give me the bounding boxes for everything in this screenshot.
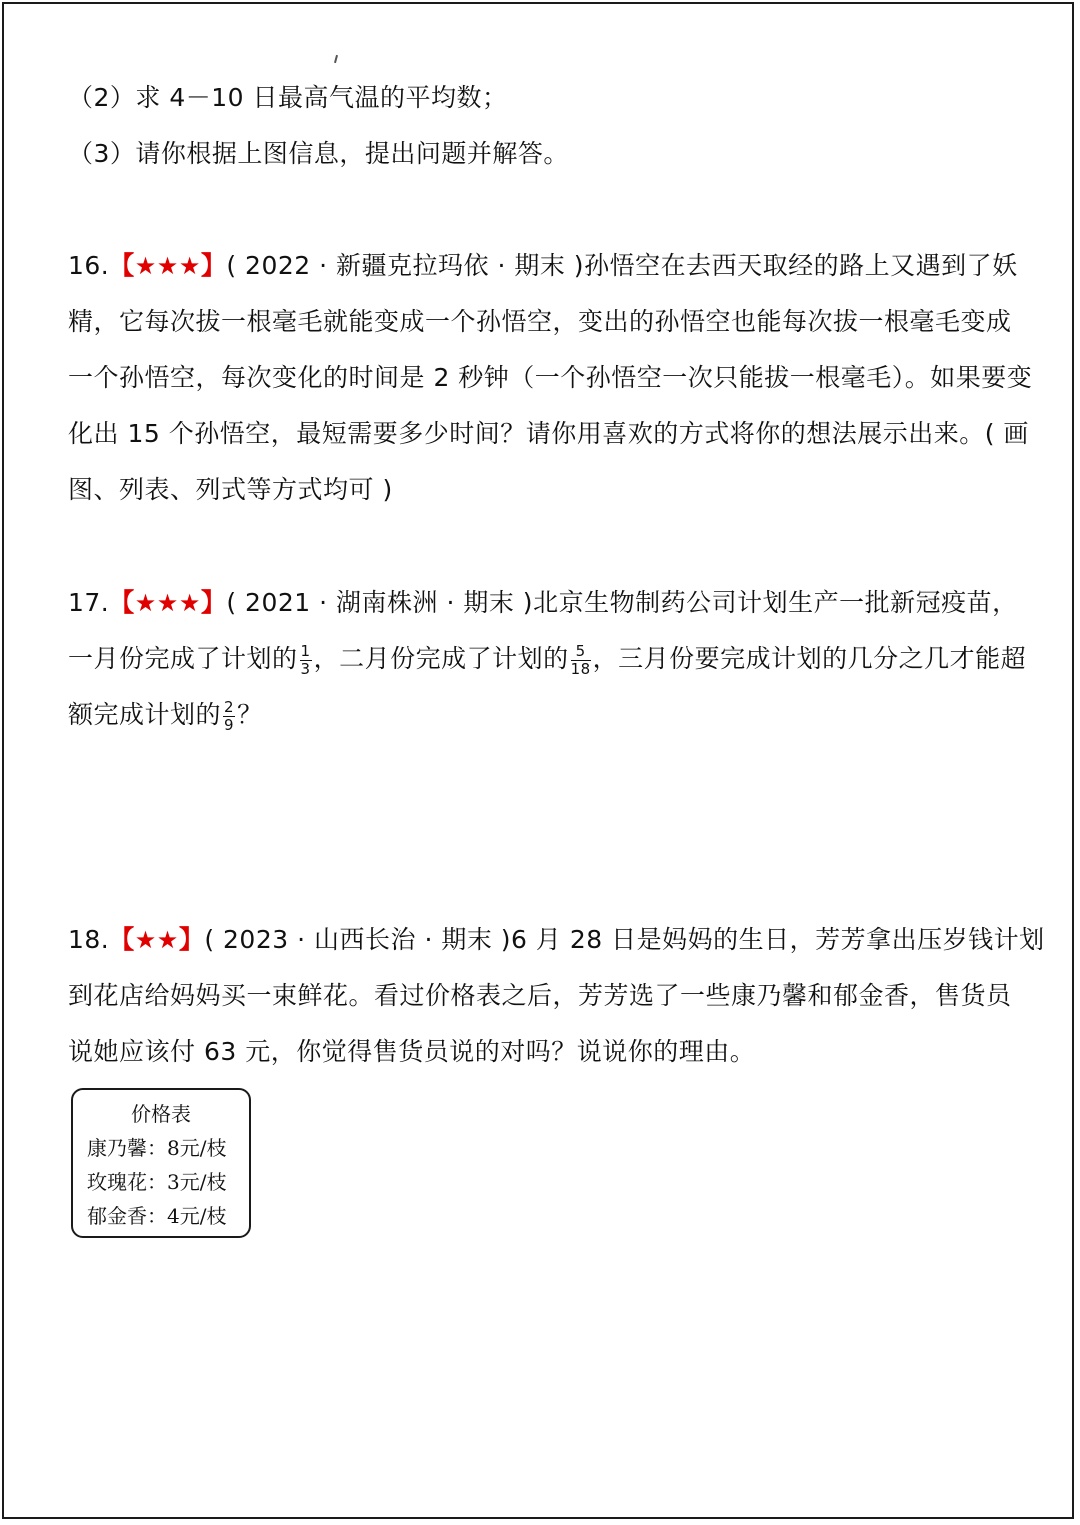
difficulty-bracket-close: 】 [178,925,205,954]
q15-part3: （3）请你根据上图信息，提出问题并解答。 [68,139,569,168]
question-number: 18. [68,925,110,954]
question-text: ，二月份完成了计划的 [313,644,569,673]
question-source: ( 2023 · 山西长治 · 期末 ) [204,925,512,954]
difficulty-stars: ★★★ [134,589,201,617]
q16-line5: 图、列表、列式等方式均可 ) [68,475,393,504]
difficulty-bracket-open: 【 [109,925,135,954]
q17-line1 [68,585,1018,621]
q18-line3: 说她应该付 63 元，你觉得售货员说的对吗？说说你的理由。 [68,1037,756,1066]
difficulty-bracket-close: 】 [200,588,227,617]
fraction-denominator: 9 [224,715,235,734]
fraction-five-eighteenths [571,643,591,678]
price-table-title: 价格表 [131,1102,191,1126]
question-text: 一月份完成了计划的 [68,644,298,673]
fraction-denominator: 18 [570,659,591,678]
fraction-denominator: 3 [300,659,311,678]
difficulty-bracket-close: 】 [200,251,227,280]
price-row-tulip: 郁金香：4元/枝 [87,1204,227,1228]
fraction-one-third [300,643,312,678]
q15-part2: （2）求 4－10 日最高气温的平均数； [68,83,508,112]
q16-line3: 一个孙悟空，每次变化的时间是 2 秒钟（一个孙悟空一次只能拔一根毫毛）。如果要变 [68,363,1033,392]
question-source: ( 2021 · 湖南株洲 · 期末 ) [226,588,534,617]
price-row-carnation: 康乃馨：8元/枝 [87,1136,227,1160]
fraction-numerator: 2 [224,697,235,716]
q18-line1 [68,922,1045,958]
difficulty-bracket-open: 【 [109,588,135,617]
question-text: 额完成计划的 [68,700,222,729]
question-text: 孙悟空在去西天取经的路上又遇到了妖 [584,251,1018,280]
question-text: 北京生物制药公司计划生产一批新冠疫苗， [533,588,1018,617]
price-table [71,1088,251,1238]
fraction-numerator: 5 [571,643,591,661]
question-text: ？ [237,700,263,729]
q16-line1 [68,248,1018,284]
q17-line2 [68,641,1026,678]
difficulty-stars: ★★ [134,926,179,954]
q16-line4: 化出 15 个孙悟空，最短需要多少时间？请你用喜欢的方式将你的想法展示出来。( 画 [68,419,1029,448]
question-number: 17. [68,588,110,617]
q17-line3 [68,697,263,734]
question-number: 16. [68,251,110,280]
fraction-numerator: 1 [300,641,311,660]
difficulty-bracket-open: 【 [109,251,135,280]
question-source: ( 2022 · 新疆克拉玛依 · 期末 ) [226,251,585,280]
q18-line2: 到花店给妈妈买一束鲜花。看过价格表之后，芳芳选了一些康乃馨和郁金香，售货员 [68,981,1012,1010]
page-border [2,2,1074,1519]
question-text: ，三月份要完成计划的几分之几才能超 [592,644,1027,673]
q16-line2: 精，它每次拔一根毫毛就能变成一个孙悟空，变出的孙悟空也能每次拔一根毫毛变成 [68,307,1012,336]
fraction-two-ninths [223,699,235,734]
question-text: 6 月 28 日是妈妈的生日，芳芳拿出压岁钱计划 [511,925,1045,954]
difficulty-stars: ★★★ [134,252,201,280]
price-row-rose: 玫瑰花：3元/枝 [87,1170,227,1194]
